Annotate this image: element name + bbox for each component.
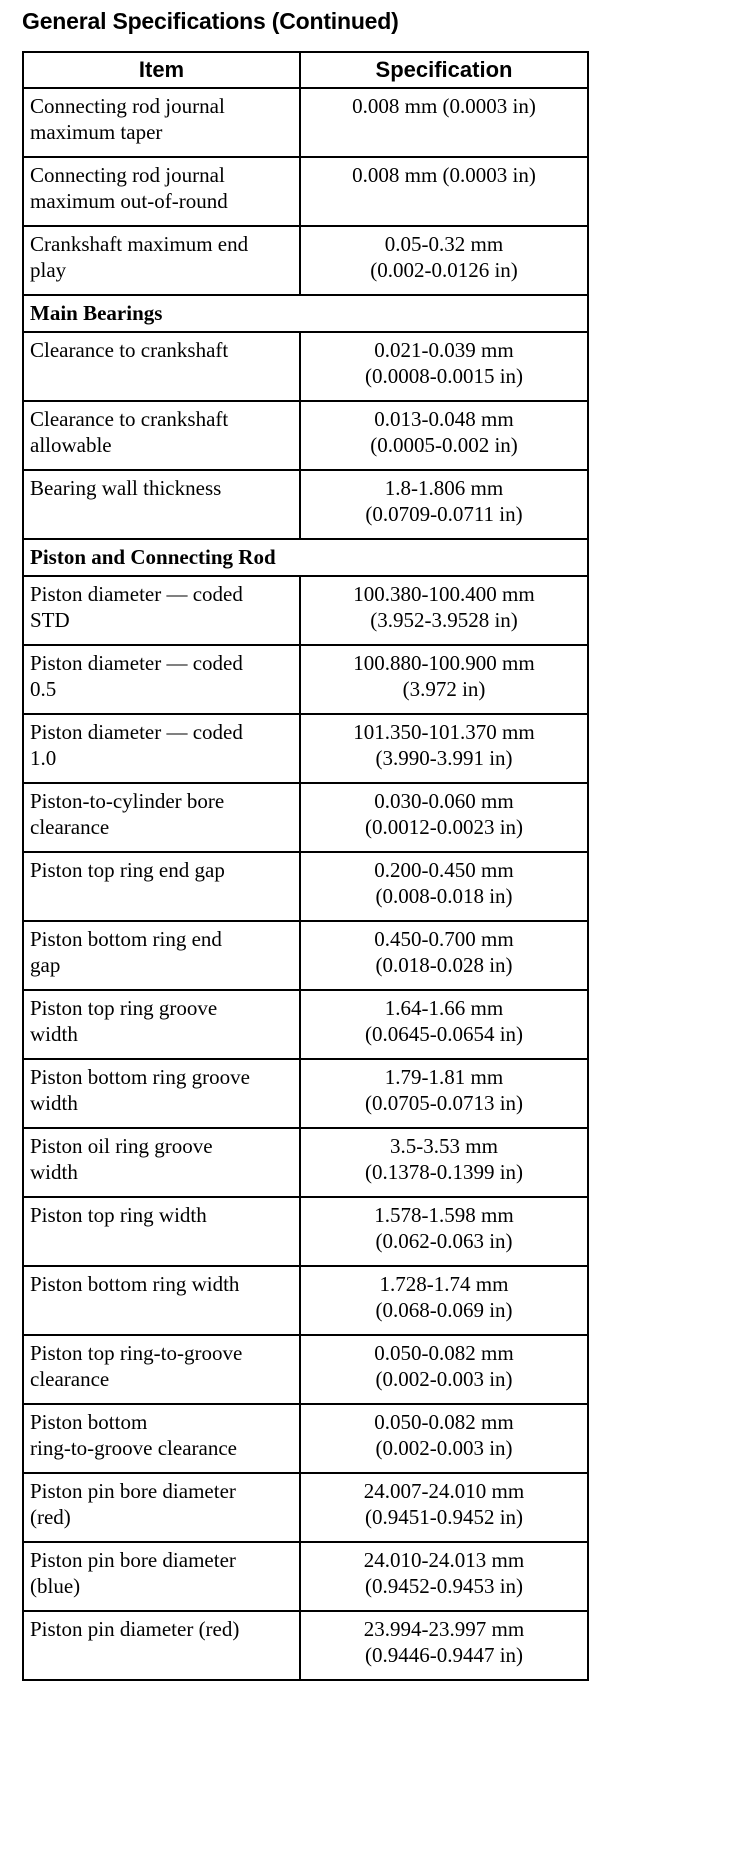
item-line: Bearing wall thickness <box>30 476 222 500</box>
item-cell <box>23 1197 300 1266</box>
spec-line: (0.0705-0.0713 in) <box>364 1091 524 1115</box>
item-line: Piston bottom ring groove <box>30 1065 250 1089</box>
item-line: 0.5 <box>30 677 57 701</box>
item-cell <box>23 401 300 470</box>
spec-line: (0.1378-0.1399 in) <box>364 1160 524 1184</box>
spec-cell <box>300 226 588 295</box>
spec-cell <box>300 1128 588 1197</box>
spec-line: 1.8-1.806 mm <box>384 476 504 500</box>
item-line: Piston oil ring groove <box>30 1134 213 1158</box>
item-line: Piston pin diameter (red) <box>30 1617 240 1641</box>
item-cell <box>23 921 300 990</box>
table-row <box>23 401 588 470</box>
spec-line: 0.008 mm (0.0003 in) <box>352 163 536 187</box>
item-cell <box>23 1059 300 1128</box>
item-line: Piston diameter — coded <box>30 720 243 744</box>
spec-line: (0.0645-0.0654 in) <box>364 1022 524 1046</box>
item-line: (blue) <box>30 1574 81 1598</box>
table-row <box>23 1059 588 1128</box>
item-cell <box>23 1542 300 1611</box>
item-line: width <box>30 1022 78 1046</box>
table-header-row <box>23 52 588 88</box>
spec-line: 3.5-3.53 mm <box>390 1134 498 1158</box>
item-cell <box>23 714 300 783</box>
item-line: Connecting rod journal <box>30 94 225 118</box>
spec-line: 23.994-23.997 mm <box>363 1617 525 1641</box>
spec-line: 0.200-0.450 mm <box>374 858 514 882</box>
item-cell <box>23 226 300 295</box>
spec-line: (3.972 in) <box>402 677 486 701</box>
item-line: Piston diameter — coded <box>30 582 243 606</box>
table-row <box>23 783 588 852</box>
spec-line: 24.007-24.010 mm <box>363 1479 525 1503</box>
item-cell <box>23 990 300 1059</box>
spec-cell <box>300 1542 588 1611</box>
spec-cell <box>300 401 588 470</box>
item-line: Piston bottom <box>30 1410 148 1434</box>
table-row <box>23 157 588 226</box>
spec-line: 1.728-1.74 mm <box>379 1272 509 1296</box>
item-line: Piston top ring-to-groove <box>30 1341 243 1365</box>
item-cell <box>23 576 300 645</box>
item-cell <box>23 1473 300 1542</box>
item-line: STD <box>30 608 70 632</box>
spec-line: (0.018-0.028 in) <box>375 953 513 977</box>
spec-cell <box>300 1266 588 1335</box>
item-line: Piston-to-cylinder bore <box>30 789 225 813</box>
spec-cell <box>300 88 588 157</box>
spec-line: 0.05-0.32 mm <box>384 232 504 256</box>
spec-cell <box>300 157 588 226</box>
table-row <box>23 714 588 783</box>
table-row <box>23 1473 588 1542</box>
item-cell <box>23 1128 300 1197</box>
spec-line: 0.021-0.039 mm <box>374 338 514 362</box>
table-row <box>23 990 588 1059</box>
table-row <box>23 88 588 157</box>
section-heading: Main Bearings <box>23 295 588 332</box>
table-row <box>23 1404 588 1473</box>
spec-line: (0.008-0.018 in) <box>375 884 513 908</box>
spec-line: (3.990-3.991 in) <box>375 746 513 770</box>
table-row <box>23 645 588 714</box>
item-line: allowable <box>30 433 112 457</box>
item-cell <box>23 1404 300 1473</box>
table-row <box>23 1128 588 1197</box>
section-row <box>23 295 588 332</box>
spec-cell <box>300 1611 588 1680</box>
item-cell <box>23 783 300 852</box>
item-line: clearance <box>30 1367 110 1391</box>
table-row <box>23 332 588 401</box>
item-line: ring-to-groove clearance <box>30 1436 237 1460</box>
spec-line: 101.350-101.370 mm <box>353 720 535 744</box>
spec-line: 0.008 mm (0.0003 in) <box>352 94 536 118</box>
spec-line: 0.013-0.048 mm <box>374 407 514 431</box>
table-row <box>23 576 588 645</box>
spec-cell <box>300 783 588 852</box>
page-title: General Specifications (Continued) <box>22 8 399 34</box>
table-row <box>23 1611 588 1680</box>
spec-cell <box>300 1335 588 1404</box>
spec-cell <box>300 470 588 539</box>
spec-line: 100.880-100.900 mm <box>353 651 535 675</box>
header-specification: Specification <box>300 52 588 88</box>
item-line: maximum out-of-round <box>30 189 228 213</box>
spec-line: 0.050-0.082 mm <box>374 1341 514 1365</box>
item-line: Connecting rod journal <box>30 163 225 187</box>
spec-line: (0.9452-0.9453 in) <box>364 1574 524 1598</box>
item-line: Clearance to crankshaft <box>30 407 229 431</box>
table-row <box>23 852 588 921</box>
section-heading: Piston and Connecting Rod <box>23 539 588 576</box>
spec-cell <box>300 714 588 783</box>
table-row <box>23 921 588 990</box>
spec-line: 100.380-100.400 mm <box>353 582 535 606</box>
spec-cell <box>300 1197 588 1266</box>
table-row <box>23 1542 588 1611</box>
spec-line: (0.9446-0.9447 in) <box>364 1643 524 1667</box>
spec-line: (3.952-3.9528 in) <box>370 608 518 632</box>
spec-line: 0.050-0.082 mm <box>374 1410 514 1434</box>
spec-cell <box>300 921 588 990</box>
item-cell <box>23 1335 300 1404</box>
spec-line: 24.010-24.013 mm <box>363 1548 525 1572</box>
spec-line: (0.062-0.063 in) <box>375 1229 513 1253</box>
table-row <box>23 470 588 539</box>
item-cell <box>23 157 300 226</box>
spec-line: (0.068-0.069 in) <box>375 1298 513 1322</box>
spec-line: (0.0008-0.0015 in) <box>364 364 524 388</box>
item-cell <box>23 1611 300 1680</box>
item-line: gap <box>30 953 61 977</box>
item-line: clearance <box>30 815 110 839</box>
spec-cell <box>300 1404 588 1473</box>
spec-cell <box>300 1473 588 1542</box>
table-row <box>23 1197 588 1266</box>
spec-line: 1.578-1.598 mm <box>374 1203 514 1227</box>
item-line: width <box>30 1091 78 1115</box>
item-cell <box>23 470 300 539</box>
table-row <box>23 1335 588 1404</box>
item-line: Piston top ring width <box>30 1203 207 1227</box>
item-line: (red) <box>30 1505 71 1529</box>
spec-table <box>22 51 589 1681</box>
item-cell <box>23 1266 300 1335</box>
item-line: width <box>30 1160 78 1184</box>
spec-line: (0.002-0.003 in) <box>375 1436 513 1460</box>
spec-line: 1.79-1.81 mm <box>384 1065 504 1089</box>
item-line: Piston bottom ring end <box>30 927 222 951</box>
item-line: Piston pin bore diameter <box>30 1548 236 1572</box>
item-cell <box>23 88 300 157</box>
item-cell <box>23 852 300 921</box>
item-line: Piston bottom ring width <box>30 1272 240 1296</box>
header-item: Item <box>23 52 300 88</box>
spec-line: (0.9451-0.9452 in) <box>364 1505 524 1529</box>
spec-line: (0.002-0.003 in) <box>375 1367 513 1391</box>
item-line: Piston top ring end gap <box>30 858 225 882</box>
table-row <box>23 226 588 295</box>
spec-cell <box>300 645 588 714</box>
spec-line: 1.64-1.66 mm <box>384 996 504 1020</box>
spec-line: (0.002-0.0126 in) <box>370 258 518 282</box>
item-line: Piston top ring groove <box>30 996 218 1020</box>
item-cell <box>23 645 300 714</box>
item-line: Crankshaft maximum end <box>30 232 249 256</box>
item-line: Clearance to crankshaft <box>30 338 229 362</box>
spec-line: (0.0709-0.0711 in) <box>365 502 523 526</box>
item-line: 1.0 <box>30 746 57 770</box>
spec-line: (0.0005-0.002 in) <box>370 433 518 457</box>
item-cell <box>23 332 300 401</box>
item-line: Piston pin bore diameter <box>30 1479 236 1503</box>
spec-cell <box>300 1059 588 1128</box>
spec-cell <box>300 332 588 401</box>
spec-cell <box>300 576 588 645</box>
spec-line: 0.450-0.700 mm <box>374 927 514 951</box>
spec-table-body <box>23 88 588 1680</box>
spec-line: 0.030-0.060 mm <box>374 789 514 813</box>
item-line: maximum taper <box>30 120 163 144</box>
item-line: Piston diameter — coded <box>30 651 243 675</box>
spec-line: (0.0012-0.0023 in) <box>364 815 524 839</box>
table-row <box>23 1266 588 1335</box>
spec-cell <box>300 852 588 921</box>
section-row <box>23 539 588 576</box>
item-line: play <box>30 258 67 282</box>
spec-cell <box>300 990 588 1059</box>
